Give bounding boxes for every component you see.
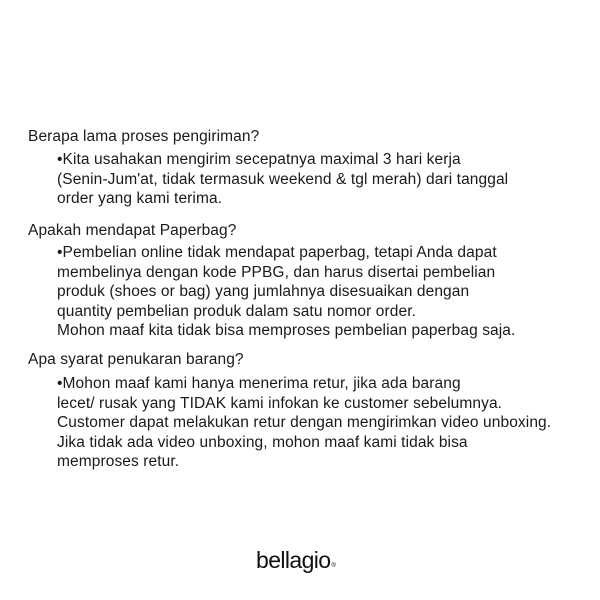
faq-question-shipping-time: Berapa lama proses pengiriman? <box>28 128 260 145</box>
answer-line: membelinya dengan kode PPBG, dan harus disertai pembelian <box>57 263 496 281</box>
faq-answer-return-policy <box>57 374 551 472</box>
answer-line: Jika tidak ada video unboxing, mohon maaf kami tidak bisa <box>57 433 468 451</box>
answer-line: order yang kami terima. <box>57 190 223 208</box>
faq-question-paperbag: Apakah mendapat Paperbag? <box>28 222 237 239</box>
logo-text: bellagio <box>256 547 331 573</box>
answer-line: •Pembelian online tidak mendapat paperbag, tetapi Anda dapat <box>57 244 497 261</box>
faq-question-return-policy: Apa syarat penukaran barang? <box>28 351 244 368</box>
answer-line: (Senin-Jum'at, tidak termasuk weekend & tgl merah) dari tanggal <box>57 170 509 188</box>
answer-line: memproses retur. <box>57 453 180 471</box>
faq-answer-paperbag <box>57 243 515 341</box>
answer-line: produk (shoes or bag) yang jumlahnya disesuaikan dengan <box>57 283 470 301</box>
answer-line: Customer dapat melakukan retur dengan mengirimkan video unboxing. <box>57 414 552 432</box>
answer-line: •Kita usahakan mengirim secepatnya maximal 3 hari kerja <box>57 151 461 168</box>
bellagio-logo <box>256 546 335 580</box>
answer-line: quantity pembelian produk dalam satu nomor order. <box>57 302 417 320</box>
answer-line: lecet/ rusak yang TIDAK kami infokan ke customer sebelumnya. <box>57 394 503 412</box>
faq-answer-shipping-time <box>57 150 508 209</box>
registered-mark: ® <box>331 563 336 569</box>
answer-line: •Mohon maaf kami hanya menerima retur, jika ada barang <box>57 375 461 392</box>
answer-line: Mohon maaf kita tidak bisa memproses pembelian paperbag saja. <box>57 322 516 340</box>
